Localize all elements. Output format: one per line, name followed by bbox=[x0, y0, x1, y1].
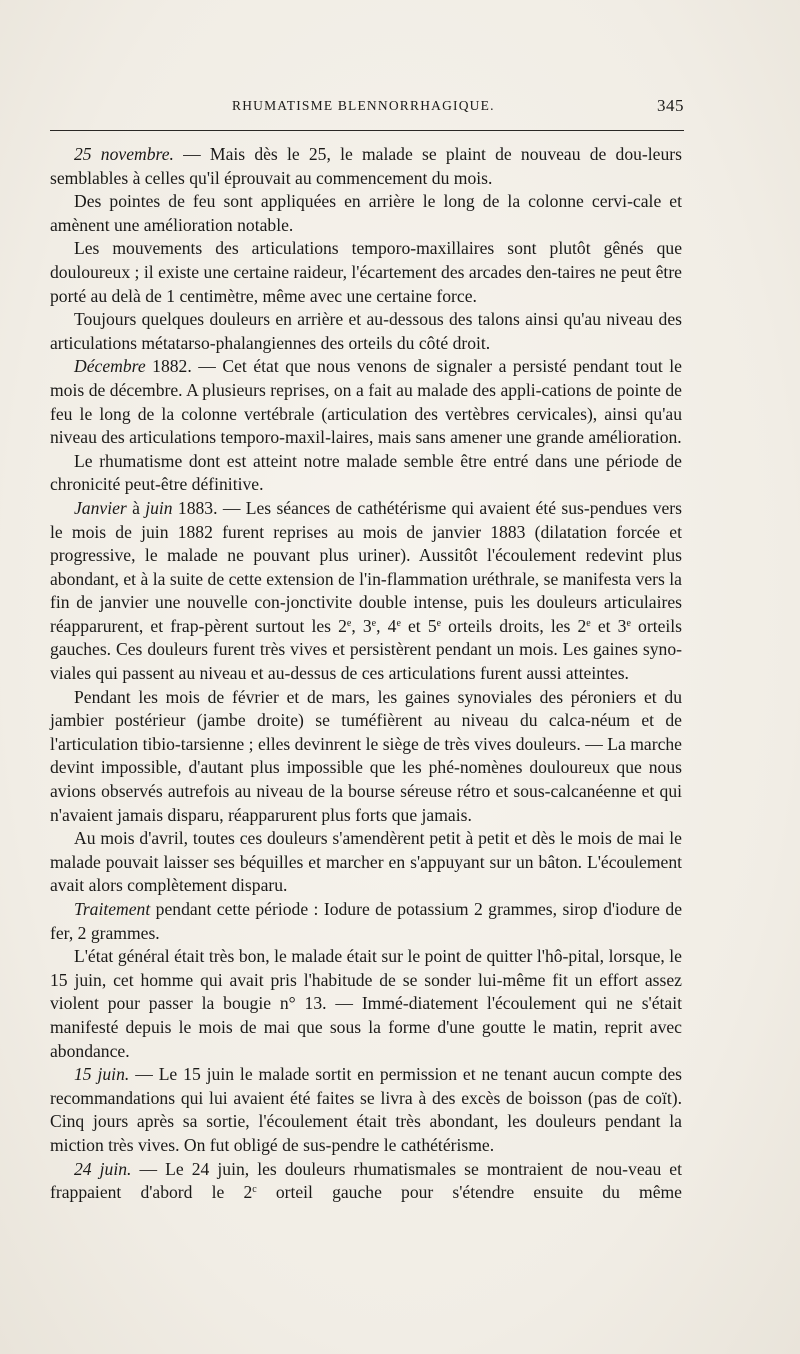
ordinal: 2 bbox=[577, 615, 587, 636]
ordinal: 3 bbox=[617, 615, 627, 636]
text-fragment: et bbox=[590, 615, 618, 636]
date-lead: 25 novembre. bbox=[74, 144, 174, 164]
paragraph-text: Pendant les mois de février et de mars, les gaines synoviales des péroniers et du jambier postérieur (jambe droite) se tuméfièrent au niveau du calca-néum et de l'articulation tibio-tarsienne ; elles devinrent le siège de très vives douleurs. — La marche devint impossible, d'autant plus impossible que les phé-nomènes douloureux que nous avions observés autrefois au niveau de la bourse séreuse rétro et sous-calcanéenne et qui n'avaient jamais disparu, réapparurent plus forts que jamais. bbox=[50, 686, 682, 825]
ordinal: 5 bbox=[427, 615, 437, 636]
running-header bbox=[50, 98, 690, 124]
header-rule bbox=[50, 130, 684, 131]
paragraph-chronicite bbox=[50, 450, 682, 497]
paragraph-text: — Le 15 juin le malade sortit en permission et ne tenant aucun compte des recommandations qui lui avaient été faites se livra à des excès de boisson (pas de coït). Cinq jours après sa sortie, l'écoulement était très abondant, les douleurs pendant la miction très vives. On fut obligé de sus-pendre le cathétérisme. bbox=[50, 1064, 683, 1155]
paragraph-25-novembre bbox=[50, 143, 682, 190]
text-fragment: orteil gauche pour s'étendre ensuite du même bbox=[256, 1182, 682, 1203]
paragraph-text: pendant cette période : Iodure de potassium 2 grammes, sirop d'iodure de fer, 2 grammes. bbox=[50, 899, 682, 943]
text-fragment: orteils gauches. Ces douleurs furent très vives et persistèrent pendant un mois. Les gaines syno-viales qui passent au niveau et au-dessus de ces articulations furent aussi atteintes. bbox=[50, 615, 683, 684]
paragraph-text: Le rhumatisme dont est atteint notre malade semble être entré dans une période de chronicité peut-être définitive. bbox=[50, 450, 682, 495]
paragraph-mouvements bbox=[50, 237, 682, 308]
date-lead: 24 juin. bbox=[74, 1158, 132, 1179]
paragraph-24-juin bbox=[50, 1158, 682, 1205]
date-connector: à bbox=[126, 497, 146, 518]
ordinal-suffix: e bbox=[371, 617, 377, 629]
paragraph-text: — Le 24 juin, les douleurs rhumatismales se montraient de nou-veau et frappaient d'abord le bbox=[50, 1158, 682, 1203]
paragraph-etat-general bbox=[50, 945, 682, 1063]
date-lead: Décembre bbox=[74, 356, 146, 377]
paragraph-fevrier-mars bbox=[50, 686, 682, 828]
paragraph-text: 1882. — Cet état que nous venons de signaler a persisté pendant tout le mois de décembre. A plusieurs reprises, on a fait au malade des appli-cations de pointe de feu le long de la colonne vertébrale (articulation des vertèbres cervicales), ainsi qu'au niveau des articulations temporo-maxil-laires, mais sans amener une grande amélioration. bbox=[50, 356, 682, 448]
paragraph-text: Des pointes de feu sont appliquées en arrière le long de la colonne cervi-cale et amènent une amélioration notable. bbox=[50, 191, 682, 235]
ordinal: 3 bbox=[362, 615, 372, 636]
ordinal: 2 bbox=[243, 1182, 253, 1203]
paragraph-text: — Mais dès le 25, le malade se plaint de nouveau de dou-leurs semblables à celles qu'il éprouvait au commencement du mois. bbox=[50, 144, 682, 188]
ordinal-suffix: c bbox=[252, 1184, 257, 1196]
ordinal-suffix: e bbox=[346, 617, 352, 629]
paragraph-janvier-juin-1883 bbox=[50, 497, 682, 686]
running-title: RHUMATISME BLENNORRHAGIQUE. bbox=[232, 98, 495, 113]
ordinal: 4 bbox=[387, 615, 397, 636]
paragraph-text: Au mois d'avril, toutes ces douleurs s'amendèrent petit à petit et dès le mois de mai le malade pouvait laisser ses béquilles et marcher en s'appuyant sur un bâton. L'écoulement avait alors complètement disparu. bbox=[50, 828, 682, 896]
separator: , bbox=[351, 615, 363, 636]
body-text bbox=[50, 143, 682, 1205]
text-fragment: orteils droits, les bbox=[441, 615, 578, 636]
paragraph-pointes-de-feu bbox=[50, 190, 682, 237]
separator: , bbox=[376, 615, 388, 636]
section-lead: Traitement bbox=[74, 899, 151, 919]
date-lead: Janvier bbox=[74, 497, 127, 518]
ordinal-suffix: e bbox=[396, 617, 401, 629]
ordinal: 2 bbox=[338, 615, 347, 636]
paragraph-decembre-1882 bbox=[50, 355, 682, 449]
page-number: 345 bbox=[657, 96, 684, 115]
ordinal-suffix: e bbox=[586, 617, 591, 629]
paragraph-avril bbox=[50, 827, 682, 898]
paragraph-text: Les mouvements des articulations temporo-maxillaires sont plutôt gênés que douloureux ; il existe une certaine raideur, l'écartement des arcades den-taires ne peut être porté au delà de 1 centimètre, même avec une certaine force. bbox=[50, 238, 682, 306]
text-fragment: et bbox=[400, 615, 428, 636]
date-lead-2: juin bbox=[145, 497, 173, 518]
paragraph-douleurs-talons bbox=[50, 308, 682, 355]
paragraph-text: L'état général était très bon, le malade était sur le point de quitter l'hô-pital, lorsque, le 15 juin, cet homme qui avait pris l'habitude de se sonder lui-même fit un effort assez violent pour passer la bougie n° 13. — Immé-diatement l'écoulement qui ne s'était manifesté depuis le mois de mai que sous la forme d'une goutte le matin, reprit avec abondance. bbox=[50, 946, 682, 1061]
ordinal-suffix: e bbox=[626, 617, 631, 629]
ordinal-suffix: e bbox=[436, 617, 442, 629]
paragraph-text: 1883. — Les séances de cathétérisme qui avaient été sus-pendues vers le mois de juin 1882 furent reprises au mois de janvier 1883 (dilatation forcée et progressive, le malade ne pouvant plus uriner). Aussitôt l'écoulement redevint plus abondant, et à la suite de cette extension de l'in-flammation uréthrale, se manifesta vers la fin de janvier une nouvelle con-jonctivite double intense, puis les douleurs articulaires réapparurent, et frap-pèrent surtout les bbox=[50, 497, 682, 636]
paragraph-text: Toujours quelques douleurs en arrière et au-dessous des talons ainsi qu'au niveau des articulations métatarso-phalangiennes des orteils du côté droit. bbox=[50, 309, 682, 353]
paragraph-traitement bbox=[50, 898, 682, 945]
paragraph-15-juin bbox=[50, 1063, 682, 1157]
date-lead: 15 juin. bbox=[74, 1064, 130, 1085]
